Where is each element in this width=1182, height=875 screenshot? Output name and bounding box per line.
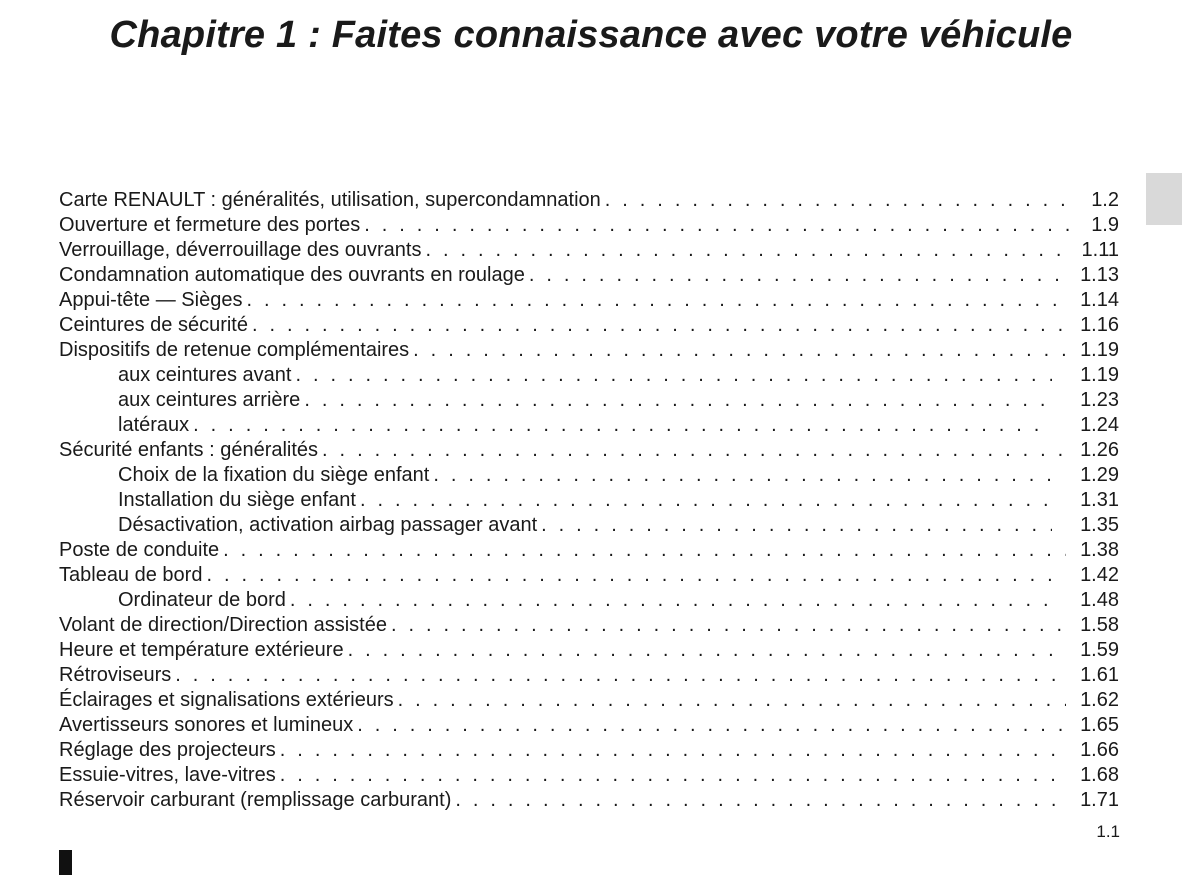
toc-entry-volant-direction[interactable] [59,613,1119,638]
toc-entry-essuie-vitres[interactable] [59,763,1119,788]
dot-leader [290,588,1052,613]
toc-entry-label: Ordinateur de bord [118,589,286,611]
toc-entry-page: 1.66 [1080,739,1119,761]
toc-entry-page: 1.2 [1091,189,1119,211]
toc-entry-page: 1.38 [1080,539,1119,561]
toc-entry-label: Ouverture et fermeture des portes [59,214,361,236]
dot-leader [391,613,1066,638]
toc-entry-page: 1.11 [1081,239,1119,261]
dot-leader [295,363,1052,388]
dot-leader [252,313,1066,338]
toc-entry-label: aux ceintures avant [118,364,292,386]
toc-entry-reservoir-carburant[interactable] [59,788,1119,813]
toc-entry-label: Éclairages et signalisations extérieurs [59,689,394,711]
dot-leader [223,538,1066,563]
page-edge-marker [59,850,72,875]
toc-entry-page: 1.62 [1080,689,1119,711]
toc-entry-retroviseurs[interactable] [59,663,1119,688]
toc-entry-page: 1.19 [1080,339,1119,361]
dot-leader [357,713,1066,738]
toc-entry-dispositifs-retenue[interactable] [59,338,1119,363]
toc-entry-label: Réservoir carburant (remplissage carburant) [59,789,452,811]
dot-leader [425,238,1067,263]
toc-entry-verrouillage[interactable] [59,238,1119,263]
toc-entry-page: 1.48 [1080,589,1119,611]
dot-leader [541,513,1052,538]
toc-entry-appui-tete[interactable] [59,288,1119,313]
toc-entry-label: Poste de conduite [59,539,220,561]
dot-leader [360,488,1052,513]
dot-leader [304,388,1052,413]
toc-entry-label: Carte RENAULT : généralités, utilisation, supercondamnation [59,189,601,211]
toc-entry-label: Volant de direction/Direction assistée [59,614,387,636]
toc-entry-page: 1.29 [1080,464,1119,486]
toc-subentry-installation-siege[interactable] [59,488,1119,513]
toc-entry-label: Essuie-vitres, lave-vitres [59,764,276,786]
dot-leader [605,188,1077,213]
toc-entry-ouverture-portes[interactable] [59,213,1119,238]
dot-leader [193,413,1052,438]
dot-leader [433,463,1052,488]
dot-leader [413,338,1066,363]
toc-entry-label: Ceintures de sécurité [59,314,248,336]
dot-leader [206,563,1066,588]
toc-entry-label: Dispositifs de retenue complémentaires [59,339,410,361]
toc-entry-label: Réglage des projecteurs [59,739,276,761]
dot-leader [455,788,1066,813]
toc-entry-label: Avertisseurs sonores et lumineux [59,714,354,736]
toc-entry-page: 1.9 [1091,214,1119,236]
dot-leader [280,763,1066,788]
toc-entry-label: Appui-tête — Sièges [59,289,243,311]
toc-entry-tableau-bord[interactable] [59,563,1119,588]
toc-entry-page: 1.14 [1080,289,1119,311]
dot-leader [322,438,1066,463]
toc-entry-label: Sécurité enfants : généralités [59,439,319,461]
toc-entry-page: 1.19 [1080,364,1119,386]
toc-entry-label: Rétroviseurs [59,664,172,686]
toc-entry-page: 1.13 [1080,264,1119,286]
chapter-tab-marker [1146,173,1182,225]
dot-leader [280,738,1066,763]
toc-entry-page: 1.71 [1080,789,1119,811]
toc-entry-ceintures[interactable] [59,313,1119,338]
toc-entry-label: latéraux [118,414,190,436]
dot-leader [348,638,1066,663]
toc-entry-label: Tableau de bord [59,564,203,586]
toc-entry-page: 1.59 [1080,639,1119,661]
page-number: 1.1 [1096,822,1120,841]
toc-entry-page: 1.26 [1080,439,1119,461]
toc-entry-carte-renault[interactable] [59,188,1119,213]
toc-entry-page: 1.24 [1080,414,1119,436]
toc-entry-heure-temperature[interactable] [59,638,1119,663]
toc-entry-reglage-projecteurs[interactable] [59,738,1119,763]
chapter-title: Chapitre 1 : Faites connaissance avec votre véhicule [109,14,1073,56]
dot-leader [398,688,1066,713]
dot-leader [246,288,1066,313]
toc-entry-label: Choix de la fixation du siège enfant [118,464,430,486]
toc-subentry-lateraux[interactable] [59,413,1119,438]
toc-subentry-choix-fixation[interactable] [59,463,1119,488]
toc-entry-eclairages[interactable] [59,688,1119,713]
toc-entry-label: Désactivation, activation airbag passager avant [118,514,538,536]
toc-entry-label: Verrouillage, déverrouillage des ouvrants [59,239,422,261]
dot-leader [364,213,1077,238]
dot-leader [529,263,1066,288]
toc-entry-page: 1.23 [1080,389,1119,411]
toc-subentry-ceintures-avant[interactable] [59,363,1119,388]
toc-entry-page: 1.58 [1080,614,1119,636]
table-of-contents [59,188,1119,813]
toc-subentry-ordinateur-bord[interactable] [59,588,1119,613]
toc-entry-page: 1.16 [1080,314,1119,336]
toc-entry-page: 1.42 [1080,564,1119,586]
toc-entry-avertisseurs[interactable] [59,713,1119,738]
toc-entry-label: Installation du siège enfant [118,489,356,511]
toc-entry-page: 1.68 [1080,764,1119,786]
dot-leader [175,663,1066,688]
toc-entry-page: 1.65 [1080,714,1119,736]
toc-entry-label: Condamnation automatique des ouvrants en roulage [59,264,525,286]
toc-entry-poste-conduite[interactable] [59,538,1119,563]
toc-entry-page: 1.35 [1080,514,1119,536]
toc-entry-page: 1.31 [1080,489,1119,511]
toc-entry-label: aux ceintures arrière [118,389,301,411]
toc-entry-label: Heure et température extérieure [59,639,344,661]
toc-entry-condamnation-auto[interactable] [59,263,1119,288]
toc-entry-page: 1.61 [1080,664,1119,686]
toc-subentry-ceintures-arriere[interactable] [59,388,1119,413]
toc-subentry-airbag-passager[interactable] [59,513,1119,538]
toc-entry-securite-enfants[interactable] [59,438,1119,463]
